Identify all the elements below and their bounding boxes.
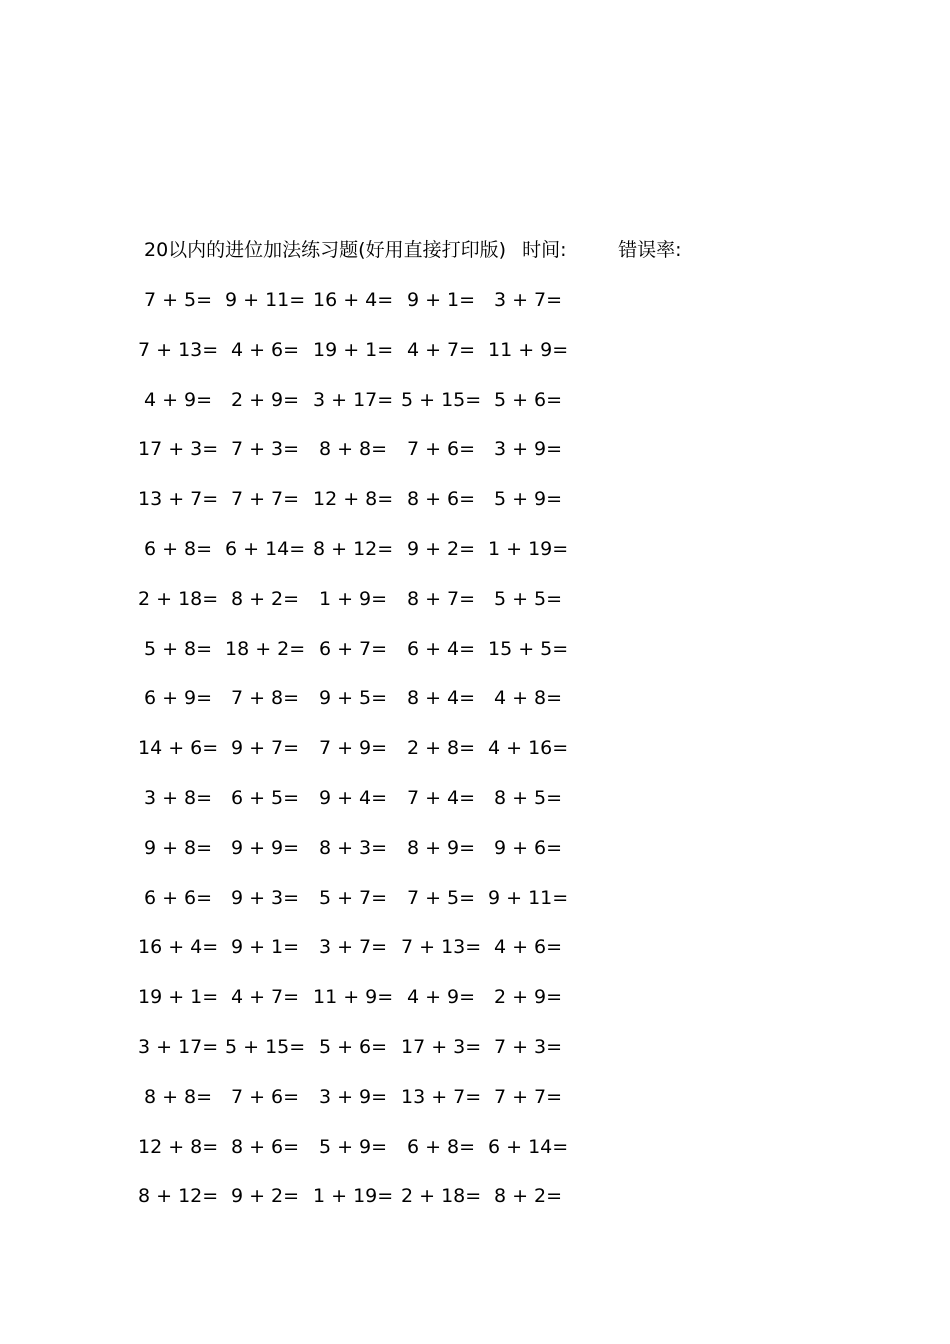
addition-problem: 8 + 2=	[230, 587, 300, 610]
addition-problem: 4 + 16=	[488, 737, 569, 760]
addition-problem: 9 + 6=	[493, 836, 563, 859]
addition-problem: 11 + 9=	[313, 986, 394, 1009]
addition-problem: 9 + 7=	[230, 737, 300, 760]
addition-problem: 6 + 5=	[230, 786, 300, 809]
addition-problem: 5 + 15=	[401, 388, 482, 411]
problem-row	[138, 485, 624, 535]
addition-problem: 7 + 8=	[230, 687, 300, 710]
problem-row	[138, 435, 624, 485]
addition-problem: 8 + 9=	[406, 836, 476, 859]
problem-row	[138, 1133, 624, 1183]
problem-row	[144, 884, 624, 934]
addition-problem: 7 + 6=	[230, 1085, 300, 1108]
addition-problem: 12 + 8=	[313, 488, 394, 511]
addition-problem: 16 + 4=	[313, 289, 394, 311]
addition-problem: 6 + 6=	[143, 886, 213, 909]
addition-problem: 5 + 7=	[318, 886, 388, 909]
problem-row	[144, 834, 624, 884]
addition-problem: 2 + 9=	[493, 986, 563, 1009]
addition-problem: 9 + 9=	[230, 836, 300, 859]
addition-problem: 9 + 8=	[143, 836, 213, 859]
addition-problem: 1 + 9=	[318, 587, 388, 610]
addition-problem: 8 + 6=	[230, 1135, 300, 1158]
addition-problem: 8 + 4=	[406, 687, 476, 710]
addition-problem: 7 + 13=	[401, 936, 482, 959]
addition-problem: 12 + 8=	[138, 1135, 219, 1158]
addition-problem: 9 + 1=	[406, 289, 476, 311]
addition-problem: 8 + 12=	[138, 1185, 219, 1208]
addition-problem: 16 + 4=	[138, 936, 219, 959]
addition-problem: 17 + 3=	[138, 438, 219, 461]
addition-problem: 9 + 1=	[230, 936, 300, 959]
addition-problem: 8 + 5=	[493, 786, 563, 809]
addition-problem: 19 + 1=	[313, 338, 394, 361]
addition-problem: 6 + 9=	[143, 687, 213, 710]
addition-problem: 3 + 17=	[313, 388, 394, 411]
addition-problem: 13 + 7=	[138, 488, 219, 511]
addition-problem: 3 + 9=	[493, 438, 563, 461]
problem-row	[144, 784, 624, 834]
addition-problem: 4 + 9=	[406, 986, 476, 1009]
addition-problem: 6 + 14=	[225, 537, 306, 560]
addition-problem: 7 + 4=	[406, 786, 476, 809]
addition-problem: 19 + 1=	[138, 986, 219, 1009]
problem-row	[144, 286, 624, 336]
addition-problem: 9 + 2=	[406, 537, 476, 560]
addition-problem: 11 + 9=	[488, 338, 569, 361]
addition-problem: 8 + 7=	[406, 587, 476, 610]
addition-problem: 5 + 9=	[318, 1135, 388, 1158]
worksheet-header	[144, 236, 682, 264]
problem-row	[138, 983, 624, 1033]
addition-problem: 7 + 7=	[230, 488, 300, 511]
problem-row	[138, 1182, 624, 1232]
problem-row	[138, 734, 624, 784]
addition-problem: 7 + 7=	[493, 1085, 563, 1108]
addition-problem: 6 + 7=	[318, 637, 388, 660]
addition-problem: 3 + 7=	[318, 936, 388, 959]
addition-problem: 8 + 8=	[143, 1085, 213, 1108]
addition-problem: 4 + 9=	[143, 388, 213, 411]
addition-problem: 7 + 6=	[406, 438, 476, 461]
addition-problem: 3 + 8=	[143, 786, 213, 809]
addition-problem: 2 + 8=	[406, 737, 476, 760]
time-label: 时间:	[522, 239, 567, 261]
addition-problem: 9 + 2=	[230, 1185, 300, 1208]
addition-problem: 9 + 11=	[225, 289, 306, 311]
addition-problem: 6 + 8=	[406, 1135, 476, 1158]
addition-problem: 9 + 5=	[318, 687, 388, 710]
addition-problem: 4 + 6=	[230, 338, 300, 361]
addition-problem: 3 + 7=	[493, 289, 563, 311]
problem-row	[144, 635, 624, 685]
problem-row	[144, 684, 624, 734]
addition-problem: 18 + 2=	[225, 637, 306, 660]
addition-problem: 3 + 9=	[318, 1085, 388, 1108]
addition-problem: 1 + 19=	[313, 1185, 394, 1208]
addition-problem: 8 + 8=	[318, 438, 388, 461]
addition-problem: 5 + 6=	[318, 1035, 388, 1058]
addition-problem: 6 + 8=	[143, 537, 213, 560]
problem-row	[138, 336, 624, 386]
addition-problem: 2 + 18=	[138, 587, 219, 610]
addition-problem: 9 + 11=	[488, 886, 569, 909]
addition-problem: 17 + 3=	[401, 1035, 482, 1058]
addition-problem: 7 + 9=	[318, 737, 388, 760]
addition-problem: 2 + 18=	[401, 1185, 482, 1208]
addition-problem: 7 + 5=	[406, 886, 476, 909]
addition-problem: 7 + 3=	[230, 438, 300, 461]
addition-problem: 8 + 2=	[493, 1185, 563, 1208]
addition-problem: 8 + 6=	[406, 488, 476, 511]
addition-problem: 5 + 6=	[493, 388, 563, 411]
error-rate-label: 错误率:	[618, 239, 682, 261]
addition-problem: 9 + 3=	[230, 886, 300, 909]
problem-row	[144, 535, 624, 585]
addition-problem: 5 + 8=	[143, 637, 213, 660]
addition-problem: 14 + 6=	[138, 737, 219, 760]
addition-problem: 1 + 19=	[488, 537, 569, 560]
problem-grid	[138, 286, 624, 1232]
addition-problem: 5 + 9=	[493, 488, 563, 511]
addition-problem: 4 + 7=	[406, 338, 476, 361]
addition-problem: 7 + 5=	[143, 289, 213, 311]
addition-problem: 4 + 6=	[493, 936, 563, 959]
problem-row	[138, 1033, 624, 1083]
problem-row	[138, 933, 624, 983]
addition-problem: 8 + 12=	[313, 537, 394, 560]
addition-problem: 7 + 13=	[138, 338, 219, 361]
problem-row	[138, 585, 624, 635]
addition-problem: 9 + 4=	[318, 786, 388, 809]
addition-problem: 15 + 5=	[488, 637, 569, 660]
addition-problem: 5 + 5=	[493, 587, 563, 610]
addition-problem: 13 + 7=	[401, 1085, 482, 1108]
problem-row	[144, 386, 624, 436]
addition-problem: 7 + 3=	[493, 1035, 563, 1058]
addition-problem: 4 + 8=	[493, 687, 563, 710]
addition-problem: 3 + 17=	[138, 1035, 219, 1058]
addition-problem: 2 + 9=	[230, 388, 300, 411]
addition-problem: 8 + 3=	[318, 836, 388, 859]
problem-row	[144, 1083, 624, 1133]
addition-problem: 5 + 15=	[225, 1035, 306, 1058]
addition-problem: 4 + 7=	[230, 986, 300, 1009]
addition-problem: 6 + 14=	[488, 1135, 569, 1158]
addition-problem: 6 + 4=	[406, 637, 476, 660]
worksheet-title: 20以内的进位加法练习题(好用直接打印版)	[144, 239, 507, 261]
